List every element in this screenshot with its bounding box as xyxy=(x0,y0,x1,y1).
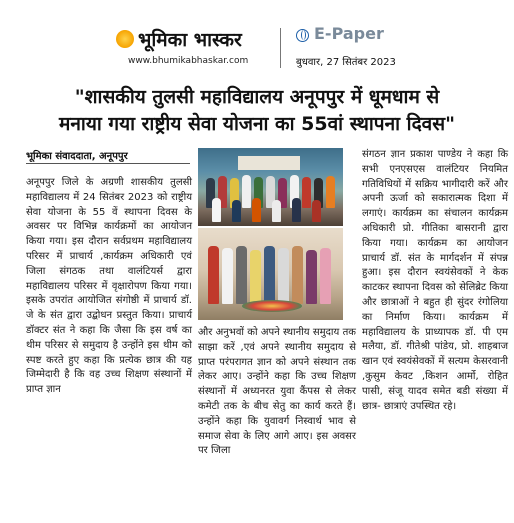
epaper-label: E-Paper xyxy=(314,24,384,43)
article-column-1 xyxy=(26,176,192,398)
masthead xyxy=(0,0,514,80)
article-column-2 xyxy=(198,326,356,459)
event-banner xyxy=(238,156,300,170)
byline-divider xyxy=(26,163,190,164)
sun-logo-icon xyxy=(116,30,134,48)
article-column-3 xyxy=(362,148,508,414)
headline-line-1: "शासकीय तुलसी महाविद्यालय अनूपपुर में धूमधाम से xyxy=(74,86,440,108)
rangoli-design xyxy=(242,300,302,312)
masthead-divider xyxy=(280,28,281,68)
article-text-col2: और अनुभवों को अपने स्थानीय समुदाय तक साझा करें ,एवं अपने स्थानीय समुदाय से प्राप्त परंपरागत ज्ञान को अपने संस्थान तक लेकर आए। उन्होंने कहा कि उच्च शिक्षण संस्थानों में अध्यनरत युवा कैंपस से लेकर कमेटी तक के बीच सेतु का कार्य करते हैं। उन्होंने कहा कि युवावर्ग निस्वार्थ भाव से समाज सेवा के लिए आगे आए। इस अवसर पर जिला xyxy=(198,327,356,457)
headline-line-2: मनाया गया राष्ट्रीय सेवा योजना का 55वां स्थापना दिवस" xyxy=(59,113,455,135)
edition-date: बुधवार, 27 सितंबर 2023 xyxy=(296,57,396,68)
newspaper-logo[interactable]: भूमिका भास्कर xyxy=(138,29,242,51)
globe-icon xyxy=(296,29,309,42)
website-url[interactable]: www.bhumikabhaskar.com xyxy=(128,56,249,66)
rangoli-with-faculty xyxy=(198,228,343,320)
article-text-col1: अनूपपुर जिले के अग्रणी शासकीय तुलसी महाविद्यालय में 24 सितंबर 2023 को राष्ट्रीय सेवा योजना के 55 वें स्थापना दिवस के अवसर पर विभिन्न कार्यक्रमों का आयोजन किया गया। इस दौरान सर्वप्रथम महाविद्यालय परिसर में प्राचार्य ,कार्यक्रम अधिकारी एवं जिला संगठक तथा वालंटियर्स द्वारा महाविद्यालय परिसर में वृक्षारोपण किया गया। इसके उपरांत आयोजित संगोष्ठी में प्राचार्य डॉ. जे के संत द्वारा उद्बोधन प्रस्तुत किया। प्राचार्य डॉक्टर संत ने कहा कि जैसा कि इस वर्ष का थीम परिसर से समुदाय है उन्होंने इस थीम को स्पष्ट करते हुए कहा कि प्रत्येक छात्र की यह जिम्मेदारी है कि वह उच्च शिक्षण संस्थानों में प्राप्त ज्ञान xyxy=(26,177,192,396)
group-photo-nss-volunteers xyxy=(198,148,343,226)
article-text-col3: संगठन ज्ञान प्रकाश पाण्डेय ने कहा कि सभी एनएसएस वालंटियर नियमित गतिविधियों में सक्रिय भागीदारी करें और अपनी ऊर्जा को सकारात्मक दिशा में लगाएं। कार्यक्रम का संचालन कार्यक्रम अधिकारी प्रो. गीतिका बासरानी द्वारा किया गया। कार्यक्रम का आयोजन प्राचार्य डॉ. संत के मार्गदर्शन में संपन्न हुआ। इस दौरान स्वयंसेवकों ने केक काटकर स्थापना दिवस को सेलिब्रेट किया और छात्राओं ने बहुत ही सुंदर रंगोलिया का निर्माण किया। कार्यक्रम में महाविद्यालय के प्राध्यापक डॉ. पी एम मलैया, डॉ. गीतेश्री पांडेय, प्रो. शाहबाज खान एवं स्वयंसेवकों में सत्यम केसरवानी ,कुसुम केवट ,किशन आर्मो, रोहित पासी, संजू यादव समेत बडी संख्या में छात्र- छात्राएं उपस्थित रहे। xyxy=(362,149,508,412)
byline: भूमिका संवाददाता, अनूपपुर xyxy=(26,151,128,162)
article-headline xyxy=(0,84,514,138)
